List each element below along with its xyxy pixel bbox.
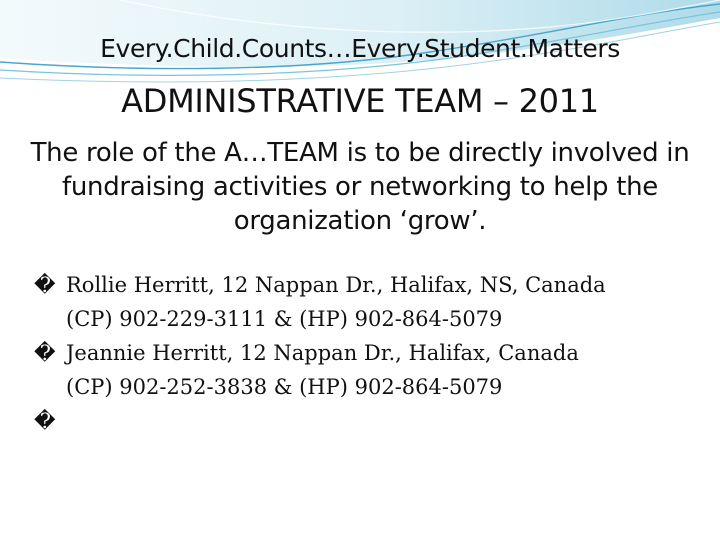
slide-title: ADMINISTRATIVE TEAM – 2011 [121,82,599,120]
empty-bullet-item [34,404,694,438]
member-name-address: Jeannie Herritt, 12 Nappan Dr., Halifax, Canada [66,341,579,365]
member-item [34,268,694,336]
member-phones: (CP) 902-252-3838 & (HP) 902-864-5079 [66,375,503,399]
member-phones: (CP) 902-229-3111 & (HP) 902-864-5079 [66,307,503,331]
bullet-icon: � [34,341,56,365]
member-name-address: Rollie Herritt, 12 Nappan Dr., Halifax, NS, Canada [66,273,606,297]
bullet-icon: � [34,409,56,433]
role-description: The role of the A…TEAM is to be directly involved in fundraising activities or networking to help the organization ‘grow’. [30,138,690,236]
member-item [34,336,694,404]
members-list [34,268,694,438]
tagline: Every.Child.Counts…Every.Student.Matters [100,34,620,63]
bullet-icon: � [34,273,56,297]
